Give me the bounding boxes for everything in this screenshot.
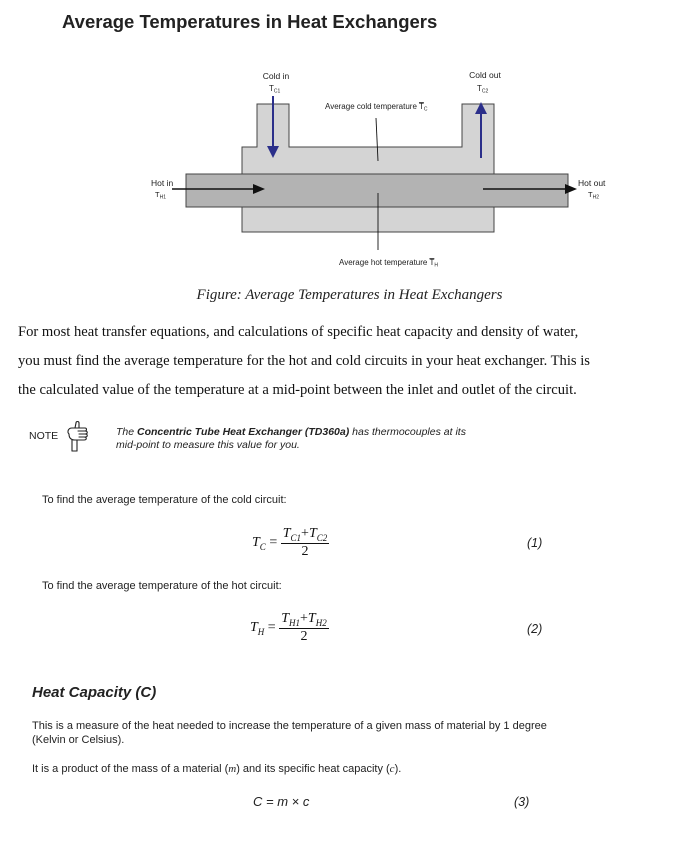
avg-hot-label: Average hot temperature TH xyxy=(339,258,438,269)
intro-line: the calculated value of the temperature at a mid-point between the inlet and outlet of the circuit. xyxy=(18,382,577,398)
intro-line: you must find the average temperature for the hot and cold circuits in your heat exchanger. This is xyxy=(18,353,590,369)
cold-out-label: Cold out xyxy=(469,70,501,80)
hot-intro: To find the average temperature of the hot circuit: xyxy=(42,580,282,592)
hot-in-label: Hot in xyxy=(151,178,174,188)
hot-out-symbol: $T_{H2}$ xyxy=(588,190,599,201)
equation-number-2: (2) xyxy=(527,622,543,636)
equation-number-3: (3) xyxy=(514,795,530,809)
cold-fraction: $\frac{T_{C1}+T_{C2}}{2}$ xyxy=(282,526,328,559)
cold-out-symbol: TC2 xyxy=(477,84,489,95)
section-heading: Heat Capacity (C) xyxy=(32,684,157,701)
heat-capacity-product: It is a product of the mass of a material (m) and its specific heat capacity (c). xyxy=(32,763,402,775)
heat-exchanger-diagram xyxy=(0,0,699,280)
cold-in-label: Cold in xyxy=(262,71,290,81)
note-text: The Concentric Tube Heat Exchanger (TD360a) has thermocouples at its mid-point to measure this value for you. xyxy=(116,426,466,451)
avg-cold-label: Average cold temperature TC xyxy=(325,102,428,113)
outer-shell xyxy=(242,104,494,232)
product-name: Concentric Tube Heat Exchanger (TD360a) xyxy=(137,426,350,438)
figure-caption: Figure: Average Temperatures in Heat Exchangers xyxy=(196,287,503,303)
hot-in-symbol: $T_{H1}$ xyxy=(155,190,166,201)
inner-tube xyxy=(186,174,568,207)
hot-fraction: $\frac{T_{H1}+T_{H2}}{2}$ xyxy=(281,611,327,644)
intro-line: For most heat transfer equations, and calculations of specific heat capacity and density of water, xyxy=(18,324,579,340)
equation-number-1: (1) xyxy=(527,536,543,550)
cold-in-symbol: TC1 xyxy=(269,84,281,95)
heat-capacity-equation: C = m × c xyxy=(253,794,310,809)
hot-out-arrowhead xyxy=(565,184,577,194)
page-title: Average Temperatures in Heat Exchangers xyxy=(62,11,438,32)
cold-intro: To find the average temperature of the cold circuit: xyxy=(42,494,287,506)
hot-equation: $T_H$ = $\frac{T_{H1}+T_{H2}}{2}$ xyxy=(250,611,327,644)
hot-out-label: Hot out xyxy=(578,178,606,188)
intro-paragraph xyxy=(18,318,688,405)
heat-capacity-definition: This is a measure of the heat needed to increase the temperature of a given mass of material by 1 degree (Kelvin or Celsius). xyxy=(32,720,547,746)
cold-equation: $T_C$ = $\frac{T_{C1}+T_{C2}}{2}$ xyxy=(252,526,328,559)
note-label: NOTE xyxy=(29,430,59,442)
pointing-hand-icon xyxy=(63,420,93,454)
